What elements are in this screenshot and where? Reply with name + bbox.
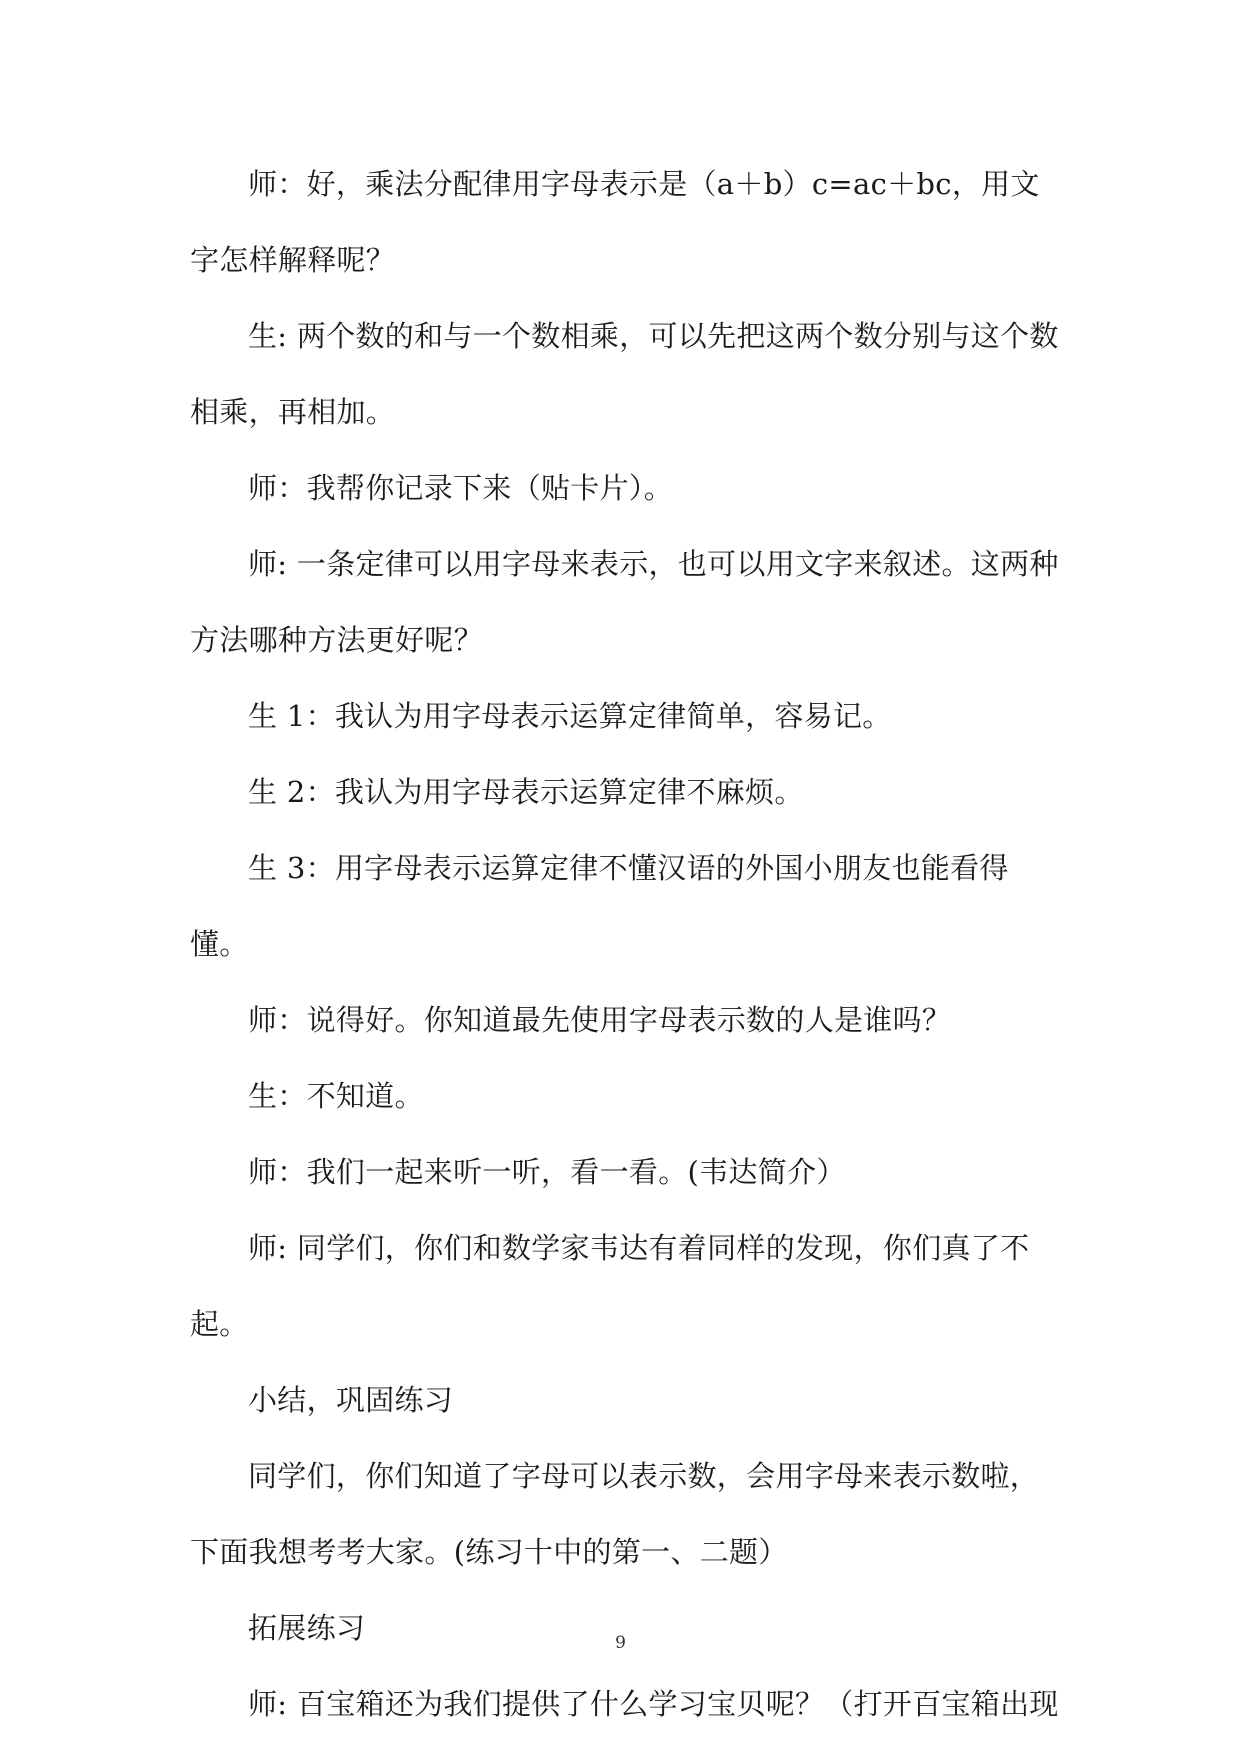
- paragraph: 师: 百宝箱还为我们提供了什么学习宝贝呢？（打开百宝箱出现: [248, 1687, 1059, 1721]
- paragraph: 师：说得好。你知道最先使用字母表示数的人是谁吗？: [248, 1003, 952, 1037]
- paragraph: 生 3：用字母表示运算定律不懂汉语的外国小朋友也能看得懂。: [190, 851, 1009, 961]
- paragraph: 生: 两个数的和与一个数相乘，可以先把这两个数分别与这个数相乘，再相加。: [190, 319, 1059, 429]
- paragraph: 生 2：我认为用字母表示运算定律不麻烦。: [248, 775, 804, 809]
- paragraph: 生：不知道。: [248, 1079, 424, 1113]
- paragraph: 同学们，你们知道了字母可以表示数，会用字母来表示数啦，下面我想考考大家。(练习十中的第一、二题）: [190, 1459, 1040, 1569]
- body-text: [190, 146, 1060, 1742]
- paragraph: 师：我帮你记录下来（贴卡片）。: [248, 471, 674, 505]
- paragraph: 师: 同学们，你们和数学家韦达有着同样的发现，你们真了不起。: [190, 1231, 1030, 1341]
- page-number: 9: [615, 1633, 626, 1653]
- paragraph: 生 1：我认为用字母表示运算定律简单，容易记。: [248, 699, 892, 733]
- paragraph: 师: 一条定律可以用字母来表示，也可以用文字来叙述。这两种方法哪种方法更好呢？: [190, 547, 1059, 657]
- section-heading: 拓展练习: [248, 1611, 366, 1645]
- paragraph: 师：好，乘法分配律用字母表示是（a＋b）c=ac＋bc，用文字怎样解释呢？: [190, 167, 1040, 277]
- section-heading: 小结，巩固练习: [248, 1383, 454, 1417]
- paragraph: 师：我们一起来听一听，看一看。(韦达简介）: [248, 1155, 846, 1189]
